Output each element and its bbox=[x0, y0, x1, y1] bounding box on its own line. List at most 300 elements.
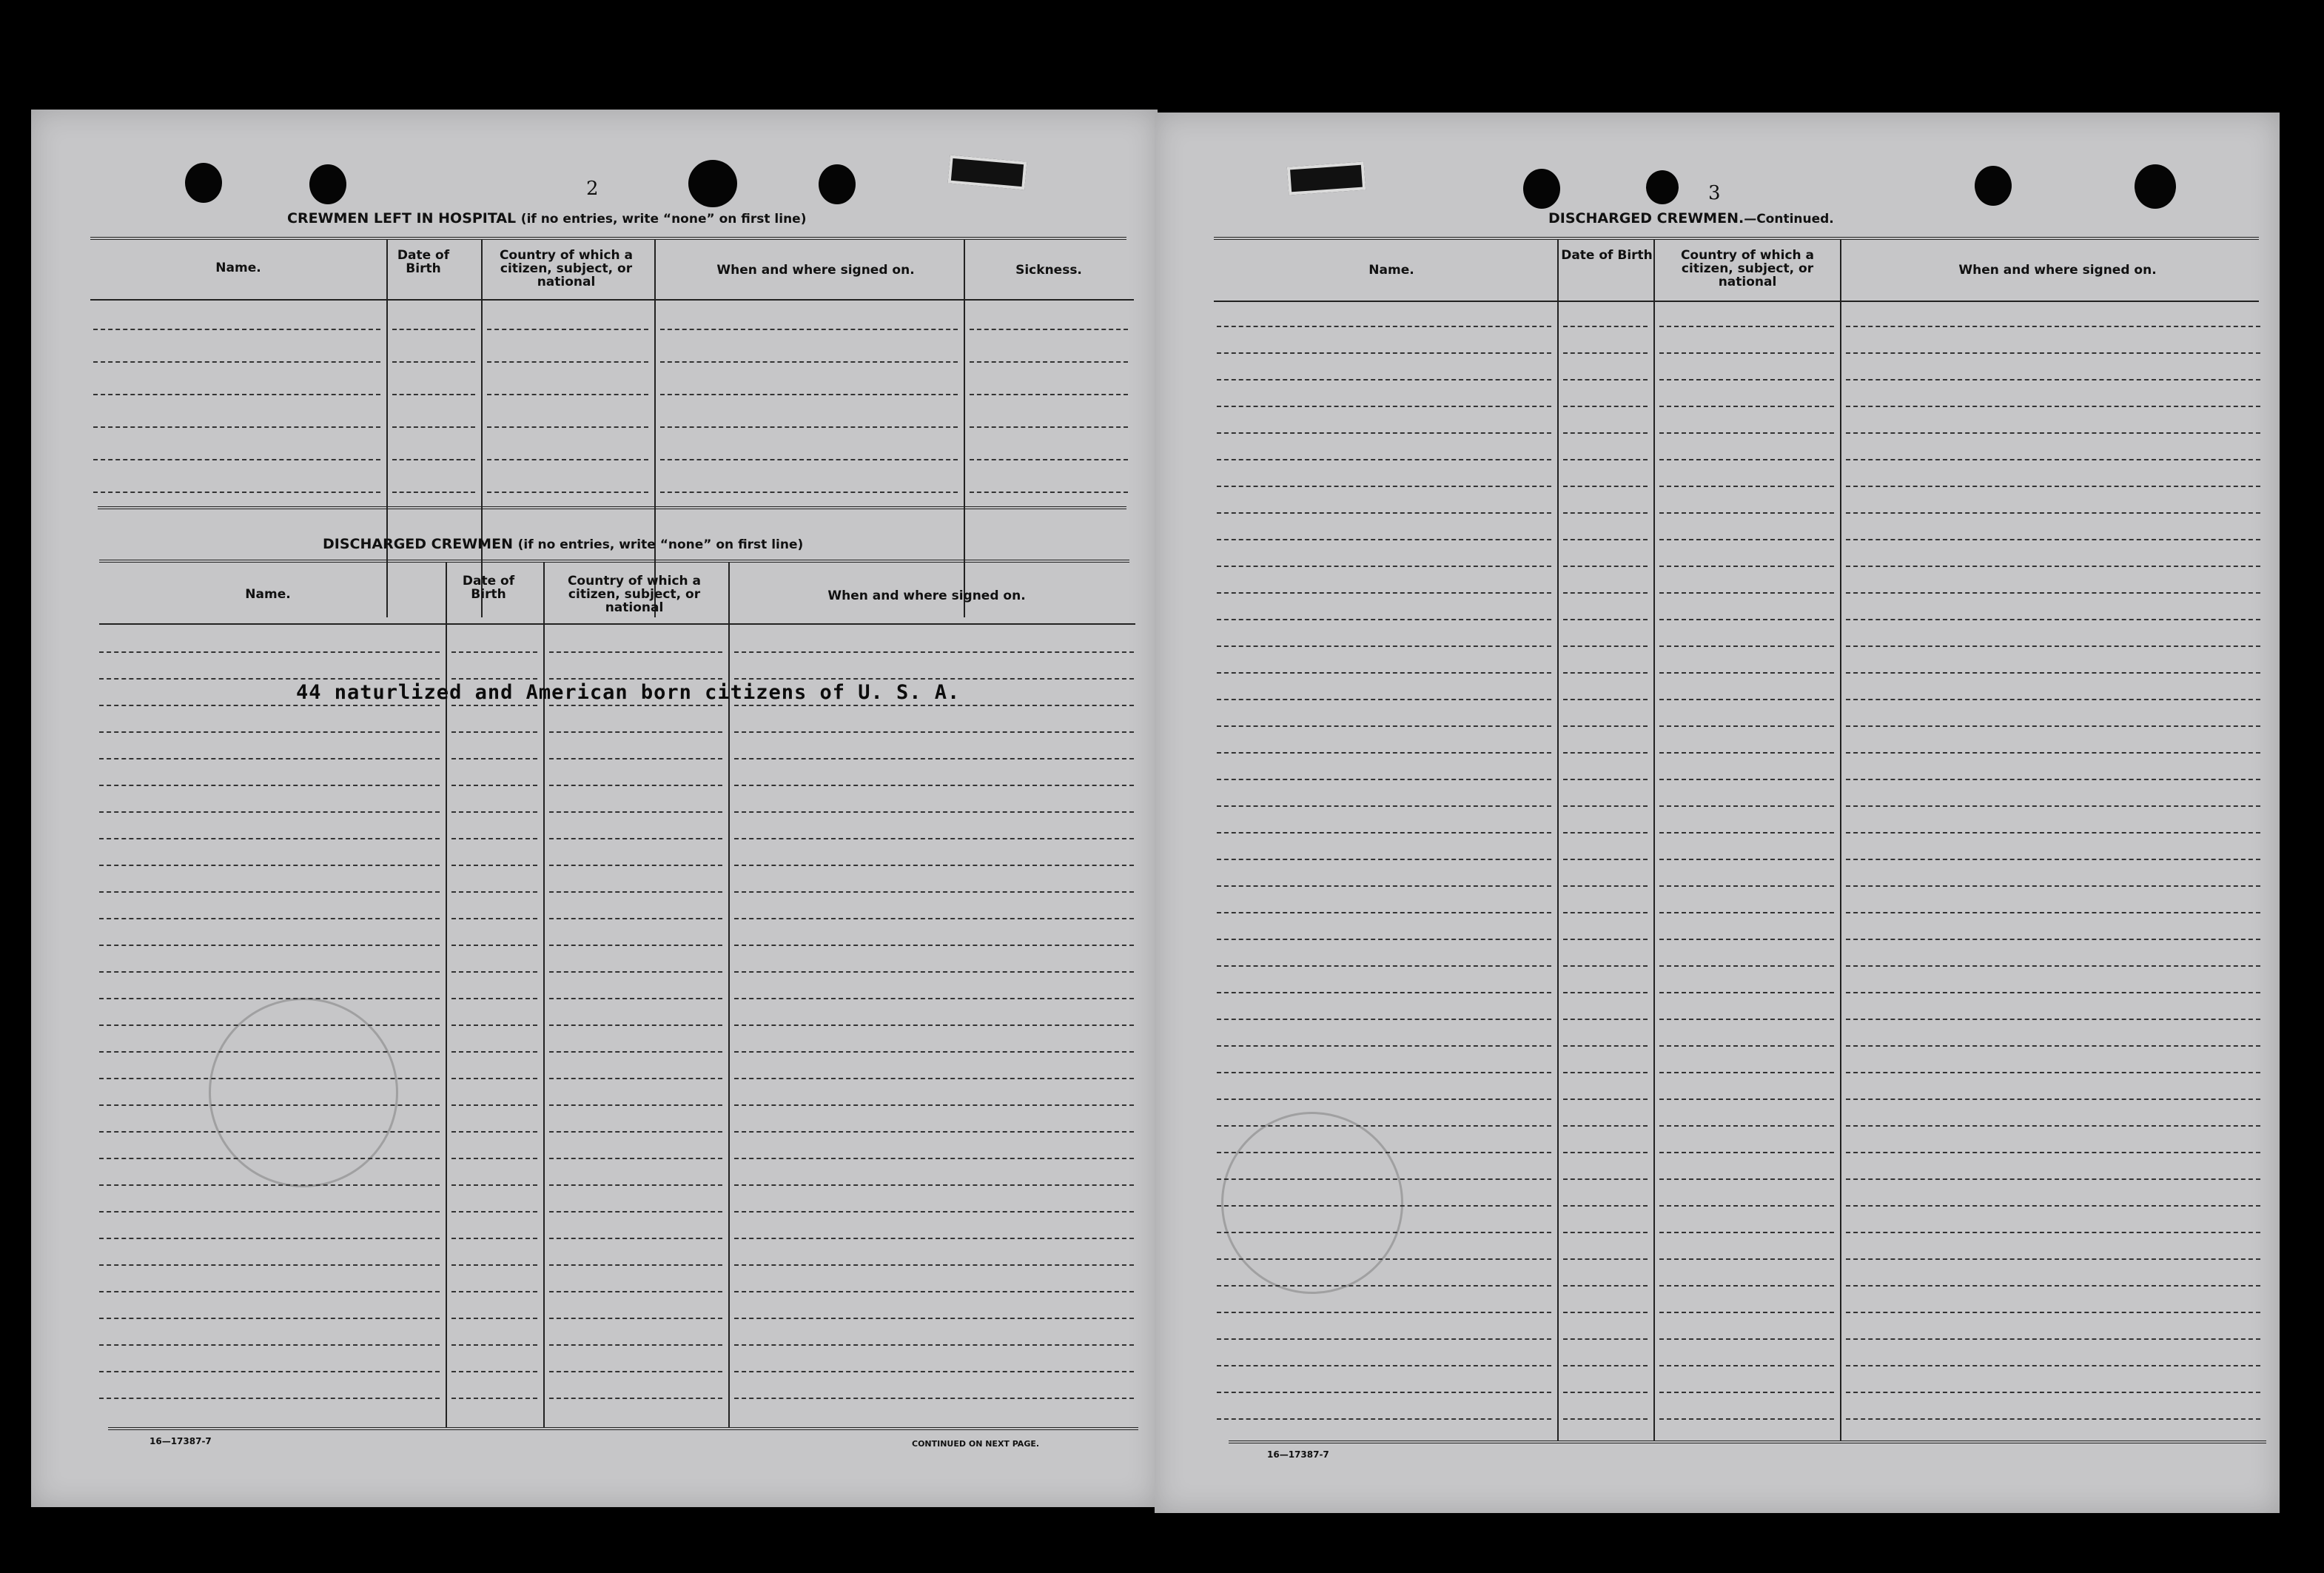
ledger-line bbox=[734, 945, 1134, 946]
ledger-line bbox=[451, 1184, 537, 1186]
ledger-line bbox=[1217, 486, 1551, 487]
table-top-rule bbox=[1214, 237, 2259, 241]
ledger-line bbox=[549, 838, 722, 839]
ledger-line bbox=[451, 785, 537, 786]
ledger-line bbox=[734, 1024, 1134, 1026]
ledger-line bbox=[1846, 1392, 2260, 1393]
ledger-line bbox=[549, 731, 722, 733]
ledger-line bbox=[1217, 539, 1551, 540]
ledger-line bbox=[1563, 859, 1648, 860]
ledger-line bbox=[734, 1104, 1134, 1106]
ledger-line bbox=[1659, 885, 1834, 887]
header-bottom-rule bbox=[99, 623, 1135, 625]
ledger-line bbox=[734, 785, 1134, 786]
ledger-line bbox=[1659, 939, 1834, 940]
ledger-line bbox=[734, 1318, 1134, 1319]
ledger-line bbox=[1846, 619, 2260, 620]
ledger-line bbox=[1217, 1178, 1551, 1180]
ledger-line bbox=[451, 1238, 537, 1239]
ledger-line bbox=[1659, 672, 1834, 674]
ledger-line bbox=[1563, 885, 1648, 887]
ledger-line bbox=[1217, 1099, 1551, 1100]
ledger-line bbox=[734, 1238, 1134, 1239]
ledger-line bbox=[1846, 1072, 2260, 1073]
hospital-col-signed: When and where signed on. bbox=[716, 263, 915, 278]
ledger-line bbox=[660, 394, 958, 395]
ledger-line bbox=[1563, 699, 1648, 700]
ledger-line bbox=[1659, 752, 1834, 754]
ledger-line bbox=[1563, 1099, 1648, 1100]
ledger-line bbox=[1563, 1338, 1648, 1340]
ledger-line bbox=[1846, 1312, 2260, 1313]
ledger-line bbox=[549, 1318, 722, 1319]
ledger-line bbox=[99, 731, 440, 733]
ledger-line bbox=[1846, 566, 2260, 567]
ledger-line bbox=[1563, 486, 1648, 487]
punch-hole bbox=[309, 164, 346, 204]
discharged-col-name: Name. bbox=[245, 587, 291, 602]
ledger-line bbox=[1563, 1178, 1648, 1180]
hospital-title-note: (if no entries, write “none” on first line) bbox=[520, 212, 807, 227]
ledger-line bbox=[1563, 352, 1648, 354]
ledger-line bbox=[734, 838, 1134, 839]
ledger-line bbox=[734, 1051, 1134, 1053]
ledger-line bbox=[1217, 379, 1551, 380]
ledger-line bbox=[1217, 566, 1551, 567]
ledger-line bbox=[1846, 1045, 2260, 1047]
ledger-line bbox=[1563, 1019, 1648, 1020]
ledger-line bbox=[451, 865, 537, 866]
ledger-line bbox=[1217, 406, 1551, 407]
ledger-line bbox=[1659, 645, 1834, 647]
ledger-line bbox=[1563, 432, 1648, 434]
punch-hole bbox=[1975, 166, 2012, 206]
ledger-line bbox=[1217, 432, 1551, 434]
ledger-line bbox=[734, 1398, 1134, 1399]
ledger-line bbox=[1659, 965, 1834, 967]
ledger-line bbox=[1846, 1285, 2260, 1287]
ledger-line bbox=[99, 918, 440, 919]
ledger-line bbox=[487, 426, 648, 428]
ledger-line bbox=[1217, 912, 1551, 913]
ledger-line bbox=[1659, 1152, 1834, 1153]
ledger-line bbox=[99, 1371, 440, 1372]
ledger-line bbox=[99, 651, 440, 653]
hospital-col-dob: Date of Birth bbox=[397, 248, 450, 276]
ledger-line bbox=[1659, 1365, 1834, 1366]
col-signed: When and where signed on. bbox=[1958, 263, 2157, 278]
ledger-line bbox=[1659, 592, 1834, 594]
ledger-line bbox=[1659, 512, 1834, 514]
ledger-line bbox=[1563, 539, 1648, 540]
ledger-line bbox=[549, 1158, 722, 1159]
ledger-line bbox=[451, 705, 537, 706]
ledger-line bbox=[660, 361, 958, 363]
left-page bbox=[31, 110, 1158, 1507]
ledger-line bbox=[451, 1211, 537, 1213]
ledger-line bbox=[1563, 645, 1648, 647]
ledger-line bbox=[451, 1318, 537, 1319]
ledger-line bbox=[549, 1264, 722, 1266]
ledger-line bbox=[1659, 486, 1834, 487]
ledger-line bbox=[734, 731, 1134, 733]
ledger-line bbox=[1563, 1418, 1648, 1420]
ledger-line bbox=[549, 1024, 722, 1026]
ledger-line bbox=[660, 329, 958, 330]
ledger-line bbox=[1846, 832, 2260, 834]
ledger-line bbox=[451, 1398, 537, 1399]
ledger-line bbox=[99, 1291, 440, 1292]
table-top-rule bbox=[90, 237, 1126, 241]
ledger-line bbox=[1217, 1392, 1551, 1393]
ledger-line bbox=[1659, 912, 1834, 913]
ledger-line bbox=[1563, 1365, 1648, 1366]
hospital-col-sickness: Sickness. bbox=[1015, 263, 1082, 278]
ledger-line bbox=[1563, 992, 1648, 993]
ledger-line bbox=[734, 865, 1134, 866]
ledger-line bbox=[1563, 566, 1648, 567]
header-bottom-rule bbox=[1214, 301, 2259, 302]
ledger-line bbox=[1563, 832, 1648, 834]
ledger-line bbox=[734, 1078, 1134, 1079]
ledger-line bbox=[1659, 1392, 1834, 1393]
ledger-line bbox=[549, 785, 722, 786]
ledger-line bbox=[1846, 1152, 2260, 1153]
ledger-line bbox=[93, 329, 380, 330]
ledger-line bbox=[99, 1104, 440, 1106]
ledger-line bbox=[549, 1131, 722, 1133]
ledger-line bbox=[1563, 752, 1648, 754]
ledger-line bbox=[451, 838, 537, 839]
ledger-line bbox=[1563, 1258, 1648, 1260]
ledger-line bbox=[1217, 1258, 1551, 1260]
ledger-line bbox=[99, 678, 440, 680]
ledger-line bbox=[451, 731, 537, 733]
ledger-line bbox=[1846, 779, 2260, 780]
ledger-line bbox=[1846, 859, 2260, 860]
ledger-line bbox=[549, 998, 722, 999]
ledger-line bbox=[93, 426, 380, 428]
ledger-line bbox=[1846, 939, 2260, 940]
ledger-line bbox=[549, 865, 722, 866]
ledger-line bbox=[99, 865, 440, 866]
ledger-line bbox=[1563, 379, 1648, 380]
ledger-line bbox=[1563, 939, 1648, 940]
binding-tab bbox=[948, 155, 1027, 190]
ledger-line bbox=[451, 678, 537, 680]
punch-hole bbox=[688, 160, 737, 207]
hospital-col-country: Country of which a citizen, subject, or national bbox=[499, 248, 634, 289]
ledger-line bbox=[1217, 859, 1551, 860]
ledger-line bbox=[392, 361, 475, 363]
ledger-line bbox=[392, 459, 475, 460]
ledger-line bbox=[734, 1371, 1134, 1372]
ledger-line bbox=[93, 459, 380, 460]
ledger-line bbox=[1217, 992, 1551, 993]
ledger-line bbox=[734, 1344, 1134, 1346]
ledger-line bbox=[1563, 965, 1648, 967]
ledger-line bbox=[487, 492, 648, 493]
ledger-line bbox=[1659, 699, 1834, 700]
ledger-line bbox=[549, 1371, 722, 1372]
ledger-line bbox=[1563, 326, 1648, 327]
ledger-line bbox=[451, 1264, 537, 1266]
ledger-line bbox=[1217, 1365, 1551, 1366]
ledger-line bbox=[1217, 645, 1551, 647]
col-country: Country of which a citizen, subject, or national bbox=[1680, 248, 1815, 289]
ledger-line bbox=[451, 811, 537, 813]
ledger-line bbox=[1659, 1285, 1834, 1287]
ledger-line bbox=[1563, 592, 1648, 594]
discharged-section-title bbox=[323, 536, 803, 552]
ledger-line bbox=[734, 971, 1134, 973]
ledger-line bbox=[1563, 512, 1648, 514]
ledger-line bbox=[1217, 1019, 1551, 1020]
ledger-line bbox=[99, 838, 440, 839]
ledger-line bbox=[451, 1371, 537, 1372]
ledger-line bbox=[549, 1104, 722, 1106]
typed-entry: 44 naturlized and American born citizens of U. S. A. bbox=[296, 681, 961, 704]
ledger-line bbox=[1217, 752, 1551, 754]
ledger-line bbox=[660, 459, 958, 460]
ledger-line bbox=[1659, 1205, 1834, 1207]
form-code: 16—17387-7 bbox=[1267, 1449, 1329, 1460]
ledger-line bbox=[549, 1078, 722, 1079]
ledger-line bbox=[99, 1184, 440, 1186]
ledger-line bbox=[451, 918, 537, 919]
ledger-line bbox=[734, 811, 1134, 813]
right-page bbox=[1155, 113, 2280, 1513]
ledger-line bbox=[1659, 1178, 1834, 1180]
section-title bbox=[1548, 210, 1834, 227]
ledger-line bbox=[451, 1024, 537, 1026]
ledger-line bbox=[549, 651, 722, 653]
ledger-line bbox=[93, 492, 380, 493]
ledger-line bbox=[99, 1024, 440, 1026]
ledger-line bbox=[549, 1398, 722, 1399]
ledger-line bbox=[734, 998, 1134, 999]
ledger-line bbox=[1563, 672, 1648, 674]
ledger-line bbox=[1846, 459, 2260, 460]
ledger-line bbox=[1659, 459, 1834, 460]
ledger-line bbox=[99, 1398, 440, 1399]
ledger-line bbox=[1846, 1365, 2260, 1366]
ledger-line bbox=[1659, 566, 1834, 567]
ledger-line bbox=[1563, 1205, 1648, 1207]
ledger-line bbox=[1659, 859, 1834, 860]
page-number: 3 bbox=[1708, 182, 1721, 204]
column-divider bbox=[1653, 240, 1655, 1440]
ledger-line bbox=[970, 329, 1128, 330]
ledger-line bbox=[734, 1184, 1134, 1186]
ledger-line bbox=[487, 329, 648, 330]
ledger-line bbox=[451, 971, 537, 973]
ledger-line bbox=[487, 361, 648, 363]
ledger-line bbox=[1659, 352, 1834, 354]
ledger-line bbox=[451, 1131, 537, 1133]
ledger-line bbox=[451, 758, 537, 759]
ledger-line bbox=[549, 1238, 722, 1239]
ledger-line bbox=[392, 426, 475, 428]
ledger-line bbox=[1217, 1338, 1551, 1340]
ledger-line bbox=[1563, 459, 1648, 460]
discharged-col-signed: When and where signed on. bbox=[827, 588, 1026, 603]
ledger-line bbox=[1659, 539, 1834, 540]
ledger-line bbox=[1846, 486, 2260, 487]
ledger-line bbox=[734, 1131, 1134, 1133]
ledger-line bbox=[1659, 992, 1834, 993]
ledger-line bbox=[1563, 1392, 1648, 1393]
ledger-line bbox=[549, 1211, 722, 1213]
ledger-line bbox=[99, 1131, 440, 1133]
discharged-title-text: DISCHARGED CREWMEN bbox=[323, 536, 513, 552]
ledger-line bbox=[549, 1291, 722, 1292]
ledger-line bbox=[1846, 539, 2260, 540]
ledger-line bbox=[1846, 1178, 2260, 1180]
ledger-line bbox=[1217, 805, 1551, 807]
ledger-line bbox=[1846, 592, 2260, 594]
ledger-line bbox=[1659, 1125, 1834, 1127]
ledger-line bbox=[1217, 779, 1551, 780]
continued-note: CONTINUED ON NEXT PAGE. bbox=[912, 1439, 1040, 1449]
punch-hole bbox=[185, 163, 222, 203]
ledger-line bbox=[1846, 432, 2260, 434]
ledger-line bbox=[392, 492, 475, 493]
ledger-line bbox=[1563, 912, 1648, 913]
ledger-line bbox=[99, 1238, 440, 1239]
ledger-line bbox=[1217, 1045, 1551, 1047]
ledger-line bbox=[451, 945, 537, 946]
ledger-line bbox=[1217, 592, 1551, 594]
ledger-line bbox=[734, 1291, 1134, 1292]
ledger-line bbox=[99, 945, 440, 946]
ledger-line bbox=[1563, 1072, 1648, 1073]
ledger-line bbox=[451, 1051, 537, 1053]
ledger-line bbox=[487, 459, 648, 460]
ledger-line bbox=[1217, 672, 1551, 674]
ledger-line bbox=[1217, 939, 1551, 940]
ledger-line bbox=[1659, 619, 1834, 620]
ledger-line bbox=[99, 1078, 440, 1079]
ledger-line bbox=[451, 891, 537, 893]
table-bottom-rule bbox=[1229, 1440, 2266, 1445]
ledger-line bbox=[1846, 512, 2260, 514]
ledger-line bbox=[1846, 1099, 2260, 1100]
ledger-line bbox=[99, 1264, 440, 1266]
ledger-line bbox=[99, 811, 440, 813]
ledger-line bbox=[549, 891, 722, 893]
punch-hole bbox=[1523, 169, 1560, 209]
punch-hole bbox=[2135, 164, 2176, 209]
ledger-line bbox=[1659, 326, 1834, 327]
ledger-line bbox=[1659, 1072, 1834, 1073]
ledger-line bbox=[549, 945, 722, 946]
ledger-line bbox=[1659, 1232, 1834, 1233]
ledger-line bbox=[1846, 352, 2260, 354]
ledger-line bbox=[1659, 832, 1834, 834]
ledger-line bbox=[1846, 672, 2260, 674]
ledger-line bbox=[1659, 725, 1834, 727]
ledger-line bbox=[734, 705, 1134, 706]
ledger-line bbox=[1217, 1312, 1551, 1313]
ledger-line bbox=[1846, 965, 2260, 967]
ledger-line bbox=[1563, 779, 1648, 780]
ledger-line bbox=[1563, 1232, 1648, 1233]
ledger-line bbox=[1846, 912, 2260, 913]
ledger-line bbox=[1846, 699, 2260, 700]
ledger-line bbox=[99, 705, 440, 706]
ledger-line bbox=[970, 492, 1128, 493]
ledger-line bbox=[734, 678, 1134, 680]
ledger-line bbox=[1659, 1045, 1834, 1047]
ledger-line bbox=[392, 329, 475, 330]
ledger-line bbox=[549, 1051, 722, 1053]
ledger-line bbox=[93, 361, 380, 363]
ledger-line bbox=[1217, 1418, 1551, 1420]
ledger-line bbox=[1563, 1045, 1648, 1047]
ledger-line bbox=[1217, 832, 1551, 834]
ledger-line bbox=[1659, 1258, 1834, 1260]
ledger-line bbox=[970, 426, 1128, 428]
ledger-line bbox=[99, 1158, 440, 1159]
ledger-line bbox=[1659, 1312, 1834, 1313]
ledger-line bbox=[549, 918, 722, 919]
ledger-line bbox=[1659, 1019, 1834, 1020]
ledger-line bbox=[451, 651, 537, 653]
page-number: 2 bbox=[586, 178, 599, 200]
hospital-section-title bbox=[287, 210, 806, 227]
ledger-line bbox=[1217, 1285, 1551, 1287]
ledger-line bbox=[549, 1184, 722, 1186]
ledger-line bbox=[451, 1158, 537, 1159]
ledger-line bbox=[1659, 779, 1834, 780]
ledger-line bbox=[1217, 965, 1551, 967]
ledger-line bbox=[1659, 379, 1834, 380]
header-bottom-rule bbox=[90, 299, 1134, 301]
hospital-table-bottom bbox=[98, 506, 1126, 511]
ledger-line bbox=[1846, 645, 2260, 647]
ledger-line bbox=[1217, 1125, 1551, 1127]
ledger-line bbox=[1846, 1418, 2260, 1420]
discharged-title-note: (if no entries, write “none” on first line) bbox=[517, 537, 804, 552]
ledger-line bbox=[451, 1078, 537, 1079]
ledger-line bbox=[1217, 725, 1551, 727]
ledger-line bbox=[734, 918, 1134, 919]
ledger-line bbox=[660, 426, 958, 428]
ledger-line bbox=[1846, 752, 2260, 754]
ledger-line bbox=[99, 1344, 440, 1346]
ledger-line bbox=[549, 811, 722, 813]
ledger-line bbox=[734, 1264, 1134, 1266]
binding-tab bbox=[1287, 161, 1366, 195]
ledger-line bbox=[549, 971, 722, 973]
section-title-note: —Continued. bbox=[1744, 212, 1834, 227]
ledger-line bbox=[1217, 699, 1551, 700]
column-divider bbox=[1840, 240, 1841, 1440]
ledger-line bbox=[1563, 1285, 1648, 1287]
ledger-line bbox=[1659, 406, 1834, 407]
ledger-line bbox=[734, 891, 1134, 893]
ledger-line bbox=[451, 1291, 537, 1292]
ledger-line bbox=[1659, 432, 1834, 434]
ledger-line bbox=[1846, 379, 2260, 380]
col-name: Name. bbox=[1368, 263, 1414, 278]
ledger-line bbox=[1846, 326, 2260, 327]
ledger-line bbox=[549, 705, 722, 706]
ledger-line bbox=[1217, 1072, 1551, 1073]
ledger-line bbox=[1846, 1338, 2260, 1340]
ledger-line bbox=[1217, 326, 1551, 327]
